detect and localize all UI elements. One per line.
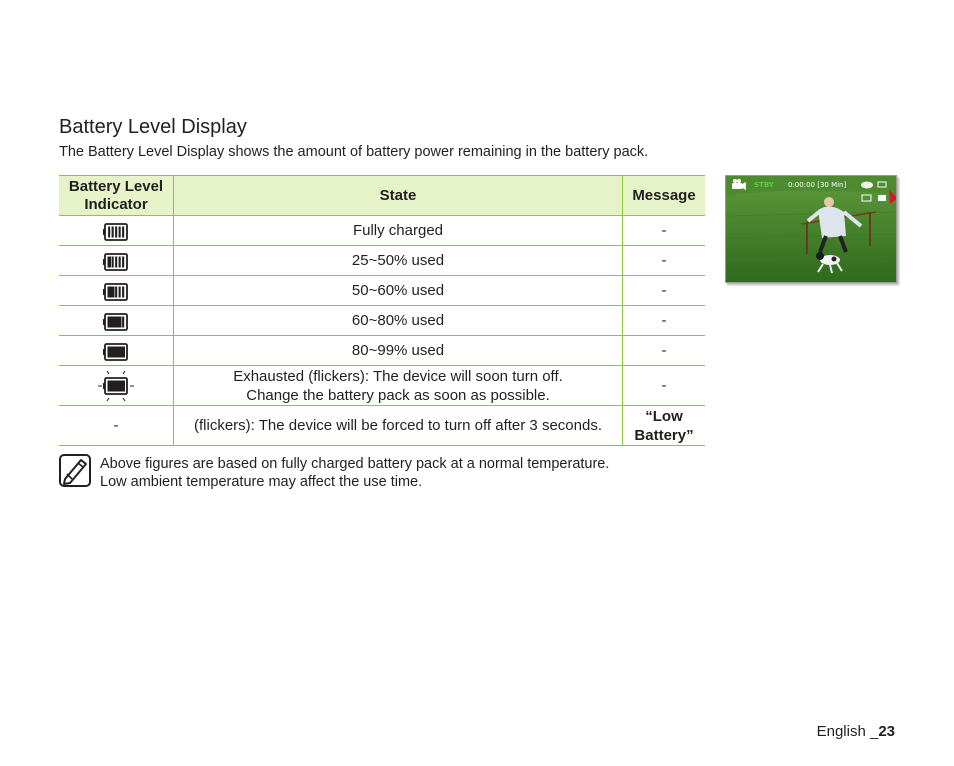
cell-state (174, 366, 623, 406)
table-row (59, 306, 705, 336)
table-row (59, 406, 705, 446)
cell-message (623, 276, 706, 306)
section-intro: The Battery Level Display shows the amount of battery power remaining in the battery pack. (59, 144, 649, 160)
header-message: Message (623, 176, 706, 216)
osd-status: STBY (754, 181, 774, 189)
page-footer (817, 723, 895, 740)
note-text (100, 455, 609, 491)
camcorder-lcd-preview (725, 175, 897, 283)
message-text: - (661, 342, 667, 359)
cell-message (623, 336, 706, 366)
battery-25-icon (102, 310, 130, 332)
header-indicator (59, 176, 174, 216)
message-text: - (661, 222, 667, 239)
cell-indicator (59, 406, 174, 446)
cell-state (174, 406, 623, 446)
page-number: 23 (878, 723, 895, 740)
osd-timecode: 0:00:00 [30 Min] (788, 181, 847, 189)
state-text: 60~80% used (351, 312, 445, 329)
header-indicator-line: Battery Level (68, 177, 164, 195)
cell-message (623, 366, 706, 406)
cell-indicator (59, 276, 174, 306)
battery-level-table (59, 175, 705, 446)
battery-flicker-icon (98, 370, 134, 402)
note-pencil-icon (59, 454, 91, 487)
state-text: Exhausted (flickers): The device will soon turn off. (233, 367, 563, 385)
header-indicator-line: Indicator (84, 195, 148, 213)
battery-50-icon (102, 280, 130, 302)
table-row (59, 336, 705, 366)
note-line: Low ambient temperature may affect the use time. (100, 474, 423, 490)
table-row (59, 366, 705, 406)
cell-state (174, 276, 623, 306)
state-text: 80~99% used (351, 342, 445, 359)
battery-empty-icon (102, 340, 130, 362)
lcd-osd (726, 176, 896, 282)
cell-indicator (59, 216, 174, 246)
message-text: - (661, 252, 667, 269)
cell-state (174, 216, 623, 246)
table-row (59, 246, 705, 276)
battery-75-icon (102, 250, 130, 272)
table-header-row (59, 176, 705, 216)
message-text: “Low (645, 407, 683, 425)
state-text: 50~60% used (351, 282, 445, 299)
message-text: - (661, 377, 667, 394)
footer-language: English _ (816, 723, 879, 740)
table-row (59, 276, 705, 306)
cell-indicator (59, 246, 174, 276)
cell-state (174, 306, 623, 336)
battery-full-icon (102, 220, 130, 242)
note-line: Above figures are based on fully charged battery pack at a normal temperature. (100, 456, 610, 472)
message-text: - (661, 282, 667, 299)
cell-state (174, 246, 623, 276)
cell-indicator (59, 366, 174, 406)
cell-indicator (59, 306, 174, 336)
header-state: State (174, 176, 623, 216)
message-text: - (661, 312, 667, 329)
state-text: (flickers): The device will be forced to turn off after 3 seconds. (194, 417, 602, 434)
state-text: Fully charged (352, 222, 444, 239)
section-title: Battery Level Display (59, 116, 247, 138)
indicator-text: - (113, 417, 119, 434)
state-text: Change the battery pack as soon as possible. (246, 386, 550, 404)
cell-state (174, 336, 623, 366)
table-row (59, 216, 705, 246)
cell-message (623, 306, 706, 336)
cell-message (623, 246, 706, 276)
message-text: Battery” (634, 426, 694, 444)
cell-message (623, 406, 706, 446)
state-text: 25~50% used (351, 252, 445, 269)
cell-indicator (59, 336, 174, 366)
cell-message (623, 216, 706, 246)
